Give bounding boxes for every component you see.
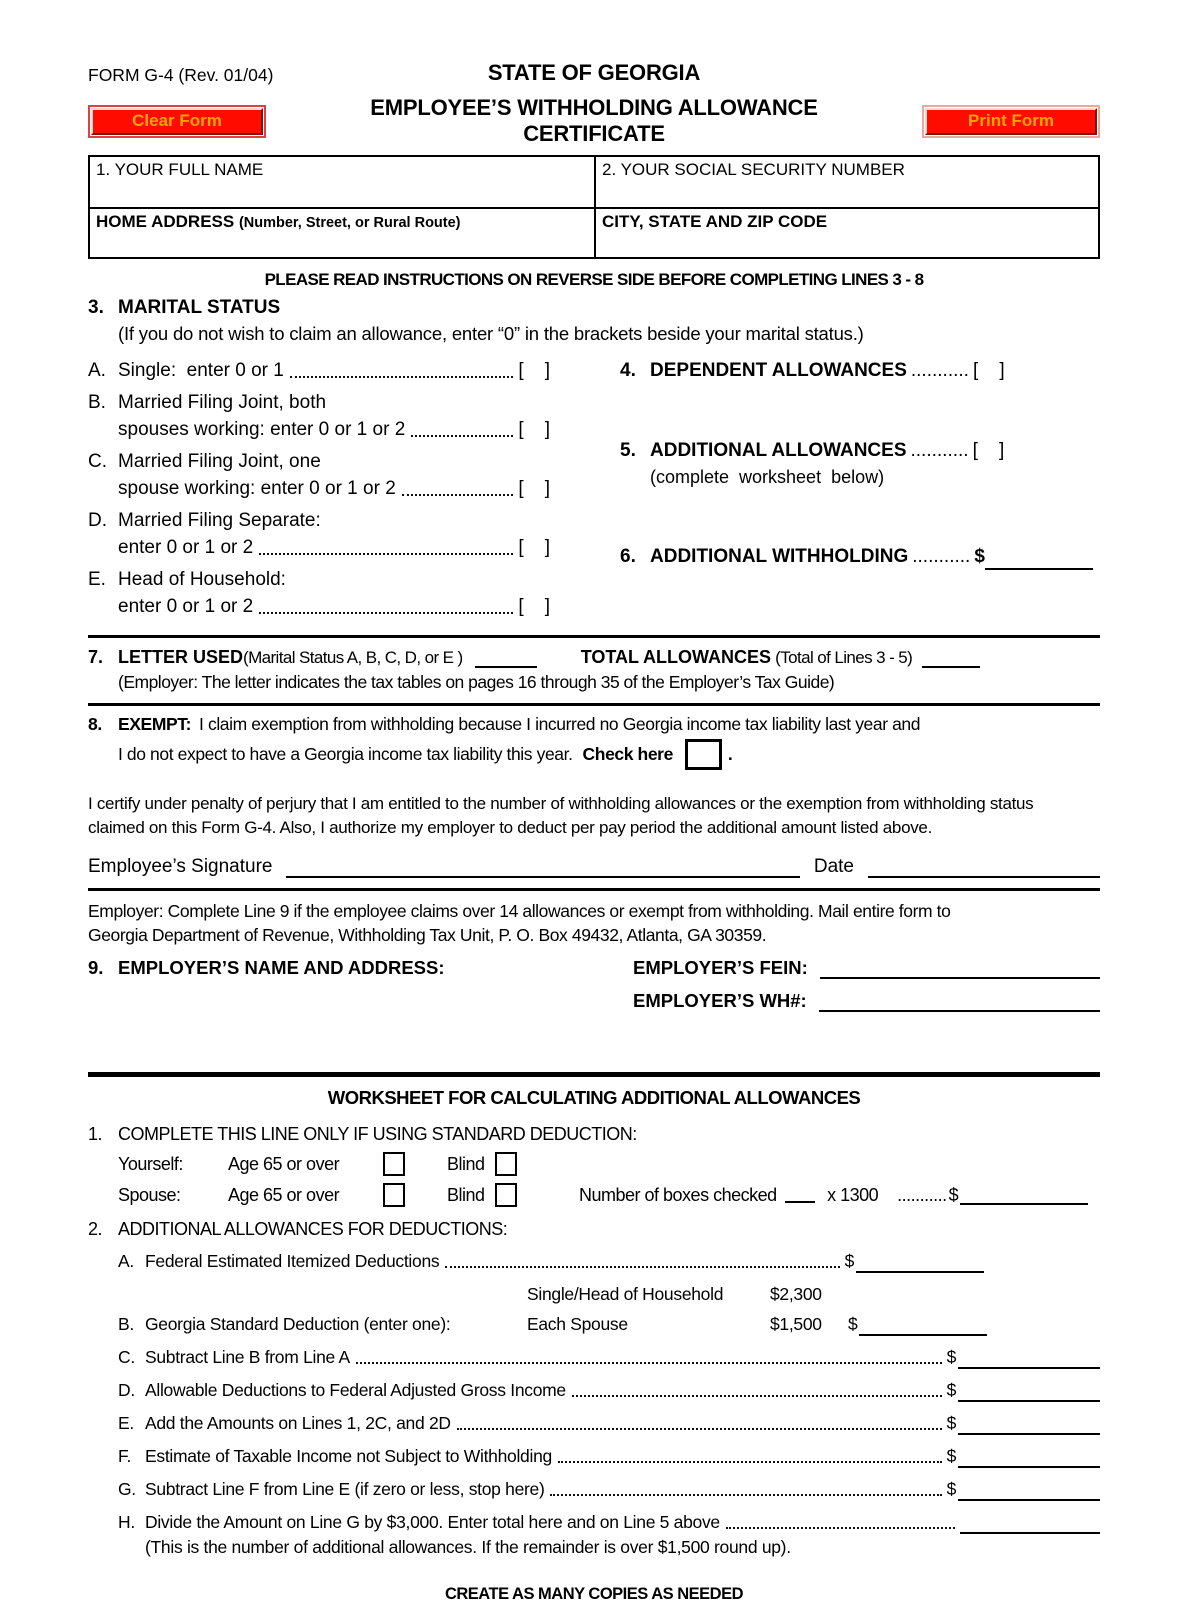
employer-instructions-line-2: Georgia Department of Revenue, Withholding Tax Unit, P. O. Box 49432, Atlanta, GA 30359.: [88, 925, 767, 945]
additional-withholding-currency: $: [974, 546, 985, 567]
full-name-field[interactable]: [90, 157, 594, 207]
full-name-label: 1. YOUR FULL NAME: [96, 160, 264, 179]
additional-withholding-item: [620, 544, 1100, 570]
line-2c-label: Subtract Line B from Line A: [145, 1347, 350, 1367]
line-2e-currency: $: [946, 1413, 956, 1433]
section-divider: [88, 888, 1100, 891]
marital-options: [88, 357, 550, 625]
line-2b-label: Georgia Standard Deduction (enter one):: [145, 1314, 451, 1334]
certification-line-1: I certify under penalty of perjury that I am entitled to the number of withholding allowances or the exemption from withholding status: [88, 794, 1034, 813]
line-2c-letter: C.: [118, 1347, 135, 1367]
identification-table: [88, 155, 1100, 259]
line-2f-label: Estimate of Taxable Income not Subject to Withholding: [145, 1446, 552, 1466]
marital-option-d: [88, 507, 550, 561]
worksheet-title: WORKSHEET FOR CALCULATING ADDITIONAL ALLOWANCES: [327, 1087, 861, 1108]
letter-used-employer-note: (Employer: The letter indicates the tax tables on pages 16 through 35 of the Employer’s Tax Guide): [118, 672, 835, 692]
additional-allowances-label: ADDITIONAL ALLOWANCES: [650, 440, 907, 461]
worksheet-line-1-number: 1.: [88, 1124, 103, 1144]
line-2b-currency: $: [848, 1314, 858, 1334]
option-b-entry-brackets[interactable]: [ ]: [518, 419, 550, 440]
letter-used-number: 7.: [88, 647, 104, 667]
allowance-columns: [88, 357, 1100, 625]
worksheet-line-1-label: COMPLETE THIS LINE ONLY IF USING STANDARD DEDUCTION:: [118, 1124, 637, 1144]
ssn-field[interactable]: [594, 157, 1098, 207]
line-2h-label: Divide the Amount on Line G by $3,000. Enter total here and on Line 5 above: [145, 1512, 720, 1532]
clear-form-button[interactable]: [88, 105, 266, 138]
worksheet-divider: [88, 1072, 1100, 1077]
option-a-text: Single: enter 0 or 1: [118, 360, 284, 381]
line-2d-label: Allowable Deductions to Federal Adjusted Gross Income: [145, 1380, 566, 1400]
line-2e-label: Add the Amounts on Lines 1, 2C, and 2D: [145, 1413, 451, 1433]
dependent-allowances-label: DEPENDENT ALLOWANCES: [650, 360, 907, 381]
boxes-checked-label: Number of boxes checked: [579, 1184, 777, 1205]
employee-signature-label: Employee’s Signature: [88, 856, 273, 877]
certification-line-2: claimed on this Form G-4. Also, I authorize my employer to deduct per pay period the additional amount listed above.: [88, 818, 932, 837]
option-d-text-2: enter 0 or 1 or 2: [118, 537, 254, 558]
employer-instructions: [88, 899, 1100, 947]
line-2d-leader-dots: [572, 1395, 942, 1397]
line-2g-letter: G.: [118, 1479, 136, 1499]
line-2c-leader-dots: [356, 1362, 942, 1364]
line-2g-currency: $: [946, 1479, 956, 1499]
additional-allowances-item: [620, 438, 1100, 464]
check-here-label: Check here: [582, 744, 673, 764]
header-row-2: [88, 95, 1100, 147]
option-e-text-1: Head of Household:: [118, 569, 286, 590]
exempt-number: 8.: [88, 714, 102, 734]
marital-option-e: [88, 566, 550, 620]
yourself-blind-label: Blind: [447, 1153, 485, 1174]
multiplier-label: x 1300: [822, 1184, 888, 1205]
marital-option-b: [88, 389, 550, 443]
form-title: EMPLOYEE’S WITHHOLDING ALLOWANCE CERTIFICATE: [370, 95, 818, 146]
boxes-checked-blank[interactable]: [785, 1187, 815, 1203]
option-d-letter: D.: [88, 510, 107, 531]
dependent-allowances-dots: ...........: [910, 360, 969, 381]
yourself-label: Yourself:: [118, 1153, 183, 1174]
dependent-allowances-number: 4.: [620, 360, 636, 381]
marital-status-note: (If you do not wish to claim an allowance, enter “0” in the brackets beside your marital status.): [118, 323, 864, 344]
option-e-leader-dots: [259, 612, 513, 614]
section-divider: [88, 703, 1100, 706]
exempt-text-2: I do not expect to have a Georgia income tax liability this year.: [118, 744, 573, 764]
city-state-zip-label: CITY, STATE AND ZIP CODE: [602, 212, 828, 231]
spouse-row: [118, 1183, 1100, 1207]
employer-wh-blank[interactable]: [819, 993, 1100, 1012]
line-2h-amount-blank[interactable]: [960, 1515, 1100, 1534]
line-2h-row: [118, 1510, 1100, 1534]
option-d-leader-dots: [259, 553, 513, 555]
total-allowances-blank[interactable]: [922, 649, 980, 668]
city-state-zip-field[interactable]: [594, 207, 1098, 257]
line-2c-row: [118, 1345, 1100, 1369]
line-2e-row: [118, 1411, 1100, 1435]
spouse-blind-checkbox[interactable]: [495, 1183, 517, 1207]
exempt-text-1: I claim exemption from withholding because I incurred no Georgia income tax liability last year and: [199, 714, 921, 734]
marital-option-a: [88, 357, 550, 384]
total-allowances-note: (Total of Lines 3 - 5): [771, 648, 917, 667]
option-c-leader-dots: [402, 494, 514, 496]
line-2b-option-2-amount: $1,500: [770, 1314, 822, 1334]
line-2f-letter: F.: [118, 1446, 132, 1466]
print-form-button-label: Print Form: [925, 108, 1097, 135]
print-form-button[interactable]: [922, 105, 1100, 138]
section-divider: [88, 635, 1100, 638]
option-c-entry-brackets[interactable]: [ ]: [518, 478, 550, 499]
numbered-allowance-items: [620, 357, 1100, 625]
multiplier-dots: ...........: [897, 1184, 947, 1205]
date-blank[interactable]: [868, 859, 1100, 878]
yourself-row: [118, 1152, 1100, 1176]
line-2d-letter: D.: [118, 1380, 135, 1400]
header-row-1: [88, 60, 1100, 86]
total-allowances-label: TOTAL ALLOWANCES: [580, 647, 772, 667]
line-2a-row: [118, 1249, 984, 1273]
date-label: Date: [813, 856, 854, 877]
state-title: STATE OF GEORGIA: [487, 60, 701, 85]
dependent-allowances-entry-brackets[interactable]: [ ]: [972, 360, 1005, 381]
employer-fein-label: EMPLOYER’S FEIN:: [633, 957, 808, 978]
letter-used-blank[interactable]: [475, 649, 537, 668]
line-1-amount-blank[interactable]: [960, 1186, 1088, 1205]
line-2b-option-2-label: Each Spouse: [527, 1314, 628, 1334]
line-2a-leader-dots: [445, 1266, 839, 1268]
line-2g-amount-blank[interactable]: [958, 1482, 1100, 1501]
option-e-entry-brackets[interactable]: [ ]: [518, 596, 550, 617]
line-2b-option-1-amount: $2,300: [770, 1284, 822, 1304]
line-2h-note: (This is the number of additional allowances. If the remainder is over $1,500 round up).: [145, 1537, 791, 1557]
option-c-text-2: spouse working: enter 0 or 1 or 2: [118, 478, 396, 499]
line-2e-leader-dots: [457, 1428, 942, 1430]
additional-withholding-label: ADDITIONAL WITHHOLDING: [650, 546, 909, 567]
line-2b-letter: B.: [118, 1314, 134, 1334]
option-b-letter: B.: [88, 392, 106, 413]
line-2c-amount-blank[interactable]: [958, 1350, 1100, 1369]
line-2d-currency: $: [946, 1380, 956, 1400]
ssn-label: 2. YOUR SOCIAL SECURITY NUMBER: [602, 160, 905, 179]
option-a-letter: A.: [88, 360, 106, 381]
check-here-period: .: [727, 744, 733, 764]
option-a-entry-brackets[interactable]: [ ]: [518, 360, 550, 381]
line-2e-amount-blank[interactable]: [958, 1416, 1100, 1435]
option-a-leader-dots: [290, 376, 513, 378]
letter-used-note: (Marital Status A, B, C, D, or E ): [243, 648, 467, 667]
marital-option-c: [88, 448, 550, 502]
home-address-field[interactable]: [90, 207, 594, 257]
line-2f-row: [118, 1444, 1100, 1468]
line-2d-row: [118, 1378, 1100, 1402]
option-c-text-1: Married Filing Joint, one: [118, 451, 321, 472]
additional-allowances-entry-brackets[interactable]: [ ]: [972, 440, 1005, 461]
exempt-section: [88, 714, 1100, 770]
employer-instructions-line-1: Employer: Complete Line 9 if the employee claims over 14 allowances or exempt from withholding. Mail entire form to: [88, 901, 951, 921]
additional-allowances-dots: ...........: [910, 440, 969, 461]
line-2d-amount-blank[interactable]: [958, 1383, 1100, 1402]
employee-signature-blank[interactable]: [286, 859, 799, 878]
clear-form-button-label: Clear Form: [91, 108, 263, 135]
line-2f-amount-blank[interactable]: [958, 1449, 1100, 1468]
line-1-currency: $: [948, 1184, 959, 1205]
line-2h-leader-dots: [726, 1527, 955, 1529]
exempt-label: EXEMPT:: [118, 714, 192, 734]
line-2g-label: Subtract Line F from Line E (if zero or less, stop here): [145, 1479, 545, 1499]
exempt-checkbox[interactable]: [685, 739, 722, 770]
additional-allowances-number: 5.: [620, 440, 636, 461]
worksheet-line-2: [88, 1219, 1100, 1558]
yourself-age-checkbox[interactable]: [383, 1152, 405, 1176]
line-2g-row: [118, 1477, 1100, 1501]
option-b-text-2: spouses working: enter 0 or 1 or 2: [118, 419, 406, 440]
line-2e-letter: E.: [118, 1413, 134, 1433]
copies-footer: CREATE AS MANY COPIES AS NEEDED: [444, 1585, 744, 1603]
letter-used-label: LETTER USED: [118, 647, 244, 667]
spouse-age-label: Age 65 or over: [228, 1184, 340, 1205]
line-2a-amount-blank[interactable]: [856, 1254, 984, 1273]
form-number: FORM G-4 (Rev. 01/04): [88, 65, 274, 85]
marital-status-heading: [88, 297, 1100, 319]
line-2f-leader-dots: [558, 1461, 942, 1463]
line-2b-row: [118, 1282, 1100, 1336]
line-2h-letter: H.: [118, 1512, 135, 1532]
employer-info-row: [88, 957, 1100, 1012]
employer-fein-blank[interactable]: [820, 960, 1100, 979]
line-2a-letter: A.: [118, 1251, 134, 1271]
worksheet-line-1: [88, 1124, 1100, 1207]
line-2c-currency: $: [946, 1347, 956, 1367]
option-e-letter: E.: [88, 569, 106, 590]
blank-area: [88, 1012, 1100, 1072]
employer-name-address-label: EMPLOYER’S NAME AND ADDRESS:: [118, 957, 445, 978]
line-2a-currency: $: [844, 1251, 854, 1271]
certification-paragraph: [88, 792, 1100, 840]
line-2f-currency: $: [946, 1446, 956, 1466]
yourself-blind-checkbox[interactable]: [495, 1152, 517, 1176]
instructions-banner: PLEASE READ INSTRUCTIONS ON REVERSE SIDE BEFORE COMPLETING LINES 3 - 8: [264, 270, 924, 289]
employer-number: 9.: [88, 957, 104, 978]
additional-withholding-amount-blank[interactable]: [985, 551, 1093, 570]
worksheet-line-2-label: ADDITIONAL ALLOWANCES FOR DEDUCTIONS:: [118, 1219, 508, 1239]
additional-withholding-dots: ...........: [912, 546, 971, 567]
signature-row: [88, 856, 1100, 878]
option-e-text-2: enter 0 or 1 or 2: [118, 596, 254, 617]
letter-used-row: [88, 647, 1100, 668]
line-2a-label: Federal Estimated Itemized Deductions: [145, 1251, 440, 1271]
spouse-blind-label: Blind: [447, 1184, 485, 1205]
yourself-age-label: Age 65 or over: [228, 1153, 340, 1174]
option-c-letter: C.: [88, 451, 107, 472]
additional-allowances-note: (complete worksheet below): [650, 467, 885, 487]
option-b-text-1: Married Filing Joint, both: [118, 392, 327, 413]
additional-withholding-number: 6.: [620, 546, 636, 567]
dependent-allowances-item: [620, 358, 1100, 384]
spouse-label: Spouse:: [118, 1184, 181, 1205]
marital-status-number: 3.: [88, 297, 104, 318]
line-2b-amount-blank[interactable]: [859, 1317, 987, 1336]
marital-status-title: MARITAL STATUS: [118, 297, 281, 318]
option-d-text-1: Married Filing Separate:: [118, 510, 321, 531]
employer-wh-label: EMPLOYER’S WH#:: [633, 990, 807, 1011]
home-address-label: HOME ADDRESS: [96, 212, 235, 231]
option-b-leader-dots: [411, 435, 513, 437]
worksheet-line-2-number: 2.: [88, 1219, 103, 1239]
line-2b-option-1-label: Single/Head of Household: [527, 1284, 724, 1304]
home-address-hint: (Number, Street, or Rural Route): [238, 215, 461, 231]
option-d-entry-brackets[interactable]: [ ]: [518, 537, 550, 558]
line-2g-leader-dots: [550, 1494, 941, 1496]
spouse-age-checkbox[interactable]: [383, 1183, 405, 1207]
